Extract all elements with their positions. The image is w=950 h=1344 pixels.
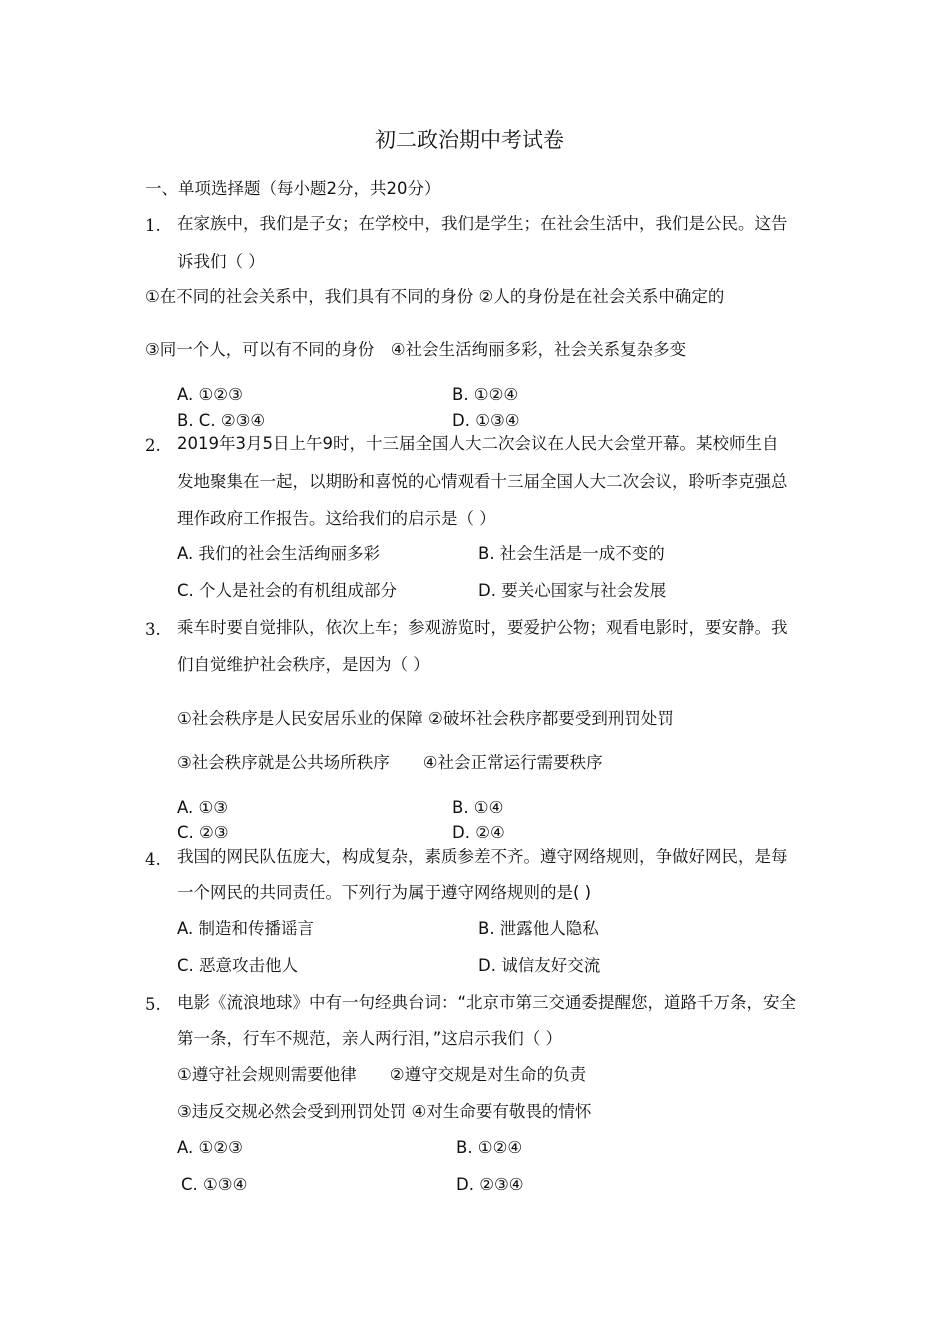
option-b: B. ①④ (452, 798, 504, 817)
statement-line: ①遵守社会规则需要他律 ②遵守交规是对生命的负责 (177, 1065, 587, 1084)
page-title: 初二政治期中考试卷 (375, 128, 564, 152)
question-text: 一个网民的共同责任。下列行为属于遵守网络规则的是( ) (177, 883, 592, 902)
option-c: B. C. ②③④ (177, 411, 266, 430)
question-text: 理作政府工作报告。这给我们的启示是（ ） (177, 509, 496, 528)
option-a: A. 制造和传播谣言 (177, 919, 314, 938)
option-a: A. ①③ (177, 798, 229, 817)
option-a: A. ①②③ (177, 385, 243, 404)
option-b: B. 社会生活是一成不变的 (478, 544, 665, 563)
section-heading: 一、单项选择题（每小题2分，共20分） (145, 179, 441, 198)
option-a: A. 我们的社会生活绚丽多彩 (177, 544, 380, 563)
option-d: D. ①③④ (452, 411, 520, 430)
question-number: 4. (145, 850, 161, 869)
question-number: 5. (145, 995, 161, 1014)
question-text: 电影《流浪地球》中有一句经典台词：“北京市第三交通委提醒您，道路千万条，安全 (177, 993, 797, 1012)
statement-line: ①社会秩序是人民安居乐业的保障 ②破坏社会秩序都要受到刑罚处罚 (177, 709, 674, 728)
question-number: 1. (145, 216, 161, 235)
option-c: C. 个人是社会的有机组成部分 (177, 581, 398, 600)
question-text: 在家族中，我们是子女；在学校中，我们是学生；在社会生活中，我们是公民。这告 (177, 214, 788, 233)
option-d: D. 要关心国家与社会发展 (478, 581, 667, 600)
statement-line: ③社会秩序就是公共场所秩序 ④社会正常运行需要秩序 (177, 753, 603, 772)
question-text: 诉我们（ ） (177, 252, 265, 271)
question-text: 们自觉维护社会秩序，是因为（ ） (177, 655, 430, 674)
option-a: A. ①②③ (177, 1138, 243, 1157)
question-text: 发地聚集在一起，以期盼和喜悦的心情观看十三届全国人大二次会议，聆听李克强总 (177, 472, 788, 491)
option-c: C. ①③④ (181, 1175, 248, 1194)
option-c: C. ②③ (177, 823, 229, 842)
option-b: B. ①②④ (452, 385, 519, 404)
option-d: D. ②④ (452, 823, 505, 842)
option-b: B. 泄露他人隐私 (478, 919, 599, 938)
option-d: D. ②③④ (456, 1175, 524, 1194)
question-number: 2. (145, 436, 161, 455)
option-c: C. 恶意攻击他人 (177, 956, 299, 975)
statement-line: ③违反交规必然会受到刑罚处罚 ④对生命要有敬畏的情怀 (177, 1102, 592, 1121)
question-text: 第一条，行车不规范，亲人两行泪，”这启示我们（ ） (177, 1029, 563, 1048)
statement-line: ①在不同的社会关系中，我们具有不同的身份 ②人的身份是在社会关系中确定的 (145, 287, 725, 306)
statement-line: ③同一个人，可以有不同的身份 ④社会生活绚丽多彩，社会关系复杂多变 (145, 340, 687, 359)
question-text: 2019年3月5日上午9时，十三届全国人大二次会议在人民大会堂开幕。某校师生自 (177, 434, 779, 453)
question-text: 我国的网民队伍庞大，构成复杂，素质参差不齐。遵守网络规则，争做好网民，是每 (177, 847, 788, 866)
option-d: D. 诚信友好交流 (478, 956, 601, 975)
question-text: 乘车时要自觉排队，依次上车；参观游览时，要爱护公物；观看电影时，要安静。我 (177, 618, 788, 637)
option-b: B. ①②④ (456, 1138, 523, 1157)
question-number: 3. (145, 620, 161, 639)
